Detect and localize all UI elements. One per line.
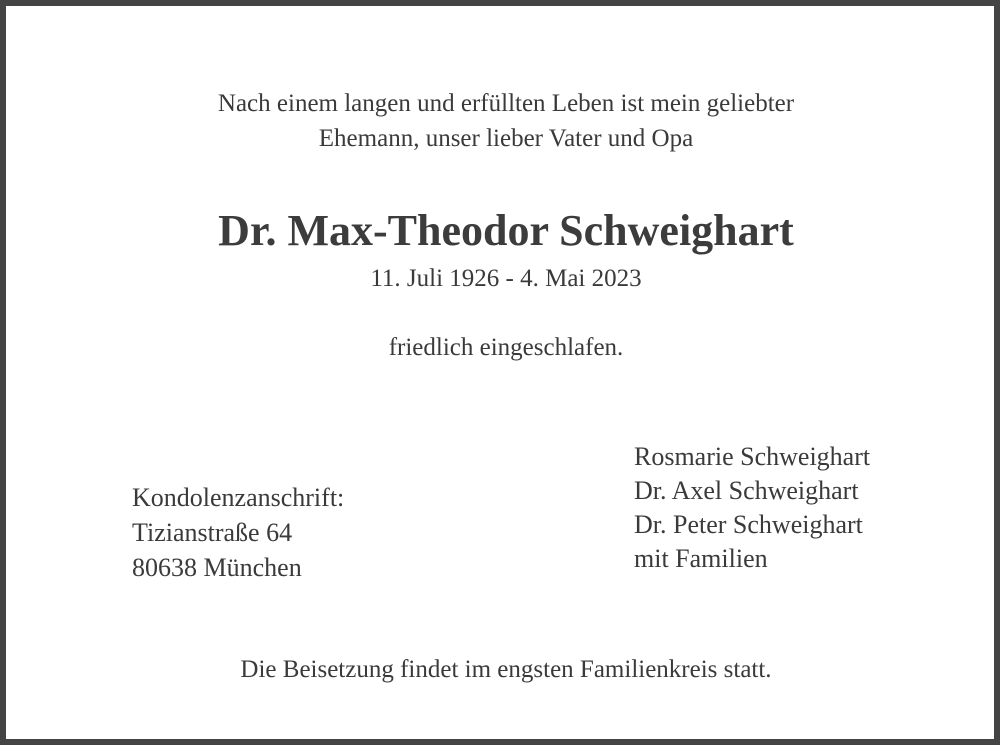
condolence-address	[132, 480, 344, 585]
intro-line-2: Ehemann, unser lieber Vater und Opa	[318, 125, 694, 152]
family-member: Dr. Peter Schweighart	[634, 510, 863, 539]
family-signatures	[634, 440, 870, 576]
family-member: Dr. Axel Schweighart	[634, 476, 859, 505]
intro-text	[6, 86, 1000, 156]
burial-note: Die Beisetzung findet im engsten Familienkreis statt.	[240, 656, 772, 683]
address-city: 80638 München	[132, 553, 302, 582]
family-member: mit Familien	[634, 544, 768, 573]
address-street: Tizianstraße 64	[132, 518, 293, 547]
address-label: Kondolenzanschrift:	[132, 483, 345, 512]
intro-line-1: Nach einem langen und erfüllten Leben ist mein geliebter	[217, 90, 795, 117]
life-dates: 11. Juli 1926 - 4. Mai 2023	[370, 265, 642, 292]
passed-away-text: friedlich eingeschlafen.	[388, 334, 624, 361]
family-member: Rosmarie Schweighart	[634, 442, 871, 471]
deceased-name: Dr. Max-Theodor Schweighart	[218, 206, 794, 255]
